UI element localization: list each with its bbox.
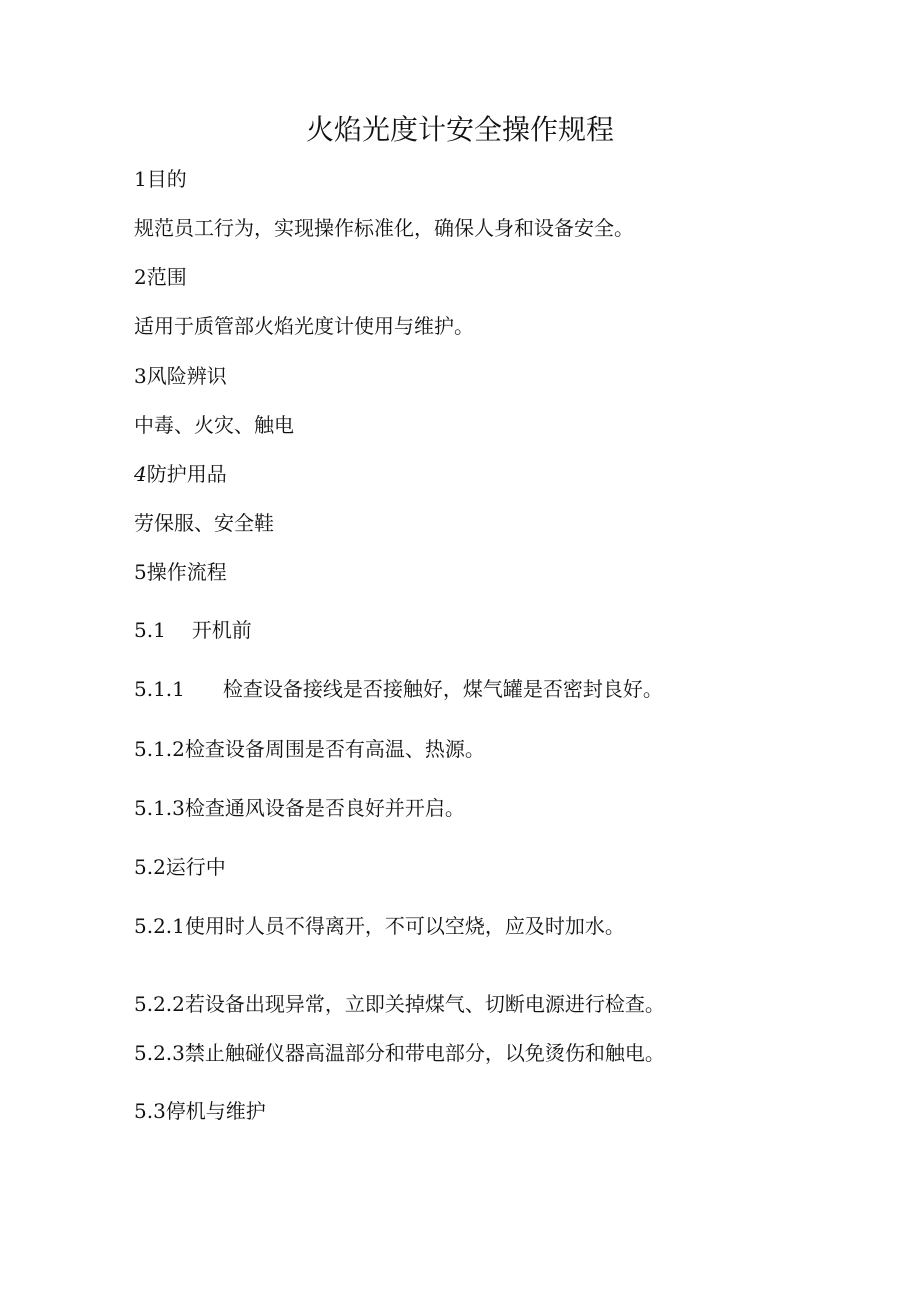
section-5-1-1-number: 5.1.1 bbox=[134, 677, 185, 701]
section-5-1-number: 5.1 bbox=[134, 618, 166, 642]
section-5-1-1-text: 检查设备接线是否接触好，煤气罐是否密封良好。 bbox=[222, 677, 663, 701]
section-5-1-3: 5.1.3检查通风设备是否良好并开启。 bbox=[134, 796, 465, 820]
section-5-2-heading: 5.2运行中 bbox=[134, 855, 226, 879]
section-5-1-text: 开机前 bbox=[191, 618, 252, 642]
section-1-text: 规范员工行为，实现操作标准化，确保人身和设备安全。 bbox=[134, 216, 634, 240]
section-5-2-2: 5.2.2若设备出现异常，立即关掉煤气、切断电源进行检查。 bbox=[134, 992, 665, 1016]
section-5-2-1: 5.2.1使用时人员不得离开，不可以空烧，应及时加水。 bbox=[134, 914, 625, 938]
section-2-text: 适用于质管部火焰光度计使用与维护。 bbox=[134, 314, 474, 338]
section-2-heading: 2范围 bbox=[134, 265, 187, 289]
section-4-number: 4 bbox=[134, 462, 147, 486]
section-5-1-1 bbox=[134, 675, 663, 703]
section-5-3-heading: 5.3停机与维护 bbox=[134, 1099, 266, 1123]
page-title: 火焰光度计安全操作规程 bbox=[305, 113, 614, 146]
section-4-text: 劳保服、安全鞋 bbox=[134, 511, 274, 535]
section-5-1-heading bbox=[134, 616, 252, 644]
section-3-text: 中毒、火灾、触电 bbox=[134, 413, 294, 437]
section-5-1-2: 5.1.2检查设备周围是否有高温、热源。 bbox=[134, 737, 485, 761]
section-1-heading: 1目的 bbox=[134, 167, 187, 191]
section-4-heading-text: 防护用品 bbox=[146, 462, 227, 486]
section-5-heading: 5操作流程 bbox=[134, 560, 227, 584]
section-5-2-3: 5.2.3禁止触碰仪器高温部分和带电部分，以免烫伤和触电。 bbox=[134, 1041, 665, 1065]
section-3-heading: 3风险辨识 bbox=[134, 364, 227, 388]
section-4-heading bbox=[134, 460, 227, 488]
